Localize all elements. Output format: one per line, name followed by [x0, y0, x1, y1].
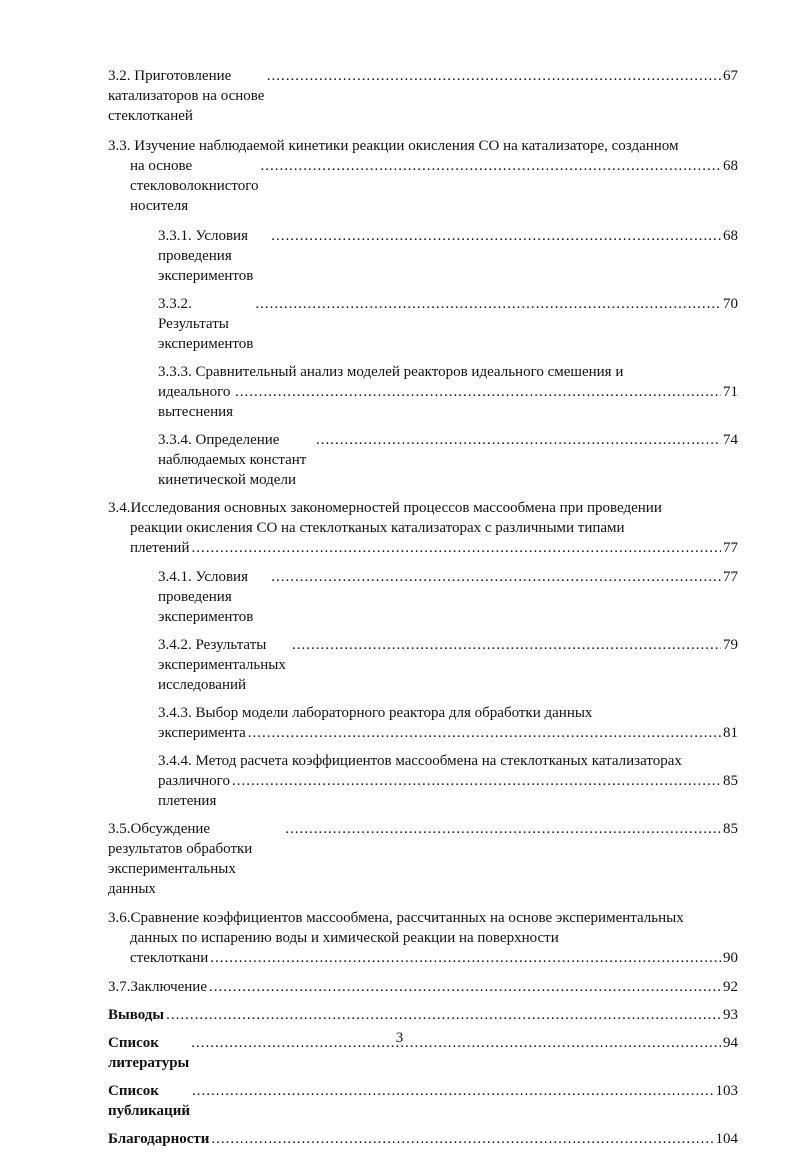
toc-page: 68: [723, 228, 738, 244]
toc-page: 74: [723, 432, 738, 448]
toc-label: 3.4.2. Результаты экспериментальных исследований: [158, 637, 286, 693]
toc-label-line: эксперимента: [158, 725, 246, 741]
toc-page: 77: [723, 569, 738, 585]
toc-label: Список публикаций: [108, 1083, 190, 1119]
dot-leader: [191, 538, 721, 558]
table-of-contents: [108, 66, 738, 1157]
toc-entry-3-5[interactable]: [108, 819, 738, 899]
toc-label: 3.5.Обсуждение результатов обработки экспериментальных данных: [108, 821, 253, 897]
toc-entry-3-3-4[interactable]: [108, 430, 738, 490]
toc-entry-publications[interactable]: [108, 1081, 738, 1121]
toc-page: 79: [723, 637, 738, 653]
toc-label-line: 3.4.4. Метод расчета коэффициентов массообмена на стеклотканых катализаторах: [158, 753, 682, 769]
toc-entry-3-2[interactable]: [108, 66, 738, 126]
toc-entry-3-6[interactable]: [108, 908, 738, 968]
toc-label-line: 3.4.3. Выбор модели лабораторного реактора для обработки данных: [158, 705, 593, 721]
toc-page: 104: [715, 1131, 738, 1147]
dot-leader: [192, 1081, 714, 1101]
toc-label: Выводы: [108, 1007, 165, 1023]
dot-leader: [292, 635, 721, 655]
toc-label: Список литературы: [108, 1035, 190, 1071]
toc-label-line: 3.6.Сравнение коэффициентов массообмена, рассчитанных на основе экспериментальных: [108, 910, 684, 926]
toc-entry-3-4[interactable]: [108, 498, 738, 558]
toc-page: 68: [723, 158, 738, 174]
toc-label-line: данных по испарению воды и химической реакции на поверхности: [130, 930, 559, 946]
toc-entry-3-4-4[interactable]: [108, 751, 738, 811]
toc-entry-3-3-3[interactable]: [108, 362, 738, 422]
toc-label: 3.4.1. Условия проведения экспериментов: [158, 569, 254, 625]
dot-leader: [211, 1129, 713, 1149]
toc-label: Благодарности: [108, 1131, 210, 1147]
toc-page: 71: [723, 384, 738, 400]
toc-label: 3.3.4. Определение наблюдаемых констант кинетической модели: [158, 432, 307, 488]
toc-label: 3.7.Заключение: [108, 979, 207, 995]
dot-leader: [210, 948, 721, 968]
toc-label: 3.2. Приготовление катализаторов на основе стеклотканей: [108, 68, 265, 124]
toc-entry-3-7[interactable]: [108, 977, 738, 997]
page-number: 3: [395, 1030, 404, 1046]
toc-page: 93: [723, 1007, 738, 1023]
toc-label-line: 3.4.Исследования основных закономерностей процессов массообмена при проведении: [108, 500, 662, 516]
toc-page: 103: [715, 1083, 738, 1099]
toc-entry-3-3[interactable]: [108, 136, 738, 216]
toc-label-line: стеклоткани: [130, 950, 209, 966]
toc-page: 90: [723, 950, 738, 966]
dot-leader: [267, 66, 721, 86]
dot-leader: [232, 771, 721, 791]
dot-leader: [285, 819, 721, 839]
toc-entry-3-3-2[interactable]: [108, 294, 738, 354]
dot-leader: [235, 382, 721, 402]
toc-label-line: различного плетения: [158, 773, 230, 809]
toc-entry-3-3-1[interactable]: [108, 226, 738, 286]
toc-label-line: 3.3. Изучение наблюдаемой кинетики реакции окисления СО на катализаторе, созданном: [108, 138, 679, 154]
toc-entry-acknowledgements[interactable]: [108, 1129, 738, 1149]
toc-label-line: плетений: [130, 540, 190, 556]
toc-page: 81: [723, 725, 738, 741]
toc-label: 3.3.1. Условия проведения экспериментов: [158, 228, 254, 284]
toc-entry-3-4-1[interactable]: [108, 567, 738, 627]
dot-leader: [271, 567, 721, 587]
dot-leader: [316, 430, 721, 450]
dot-leader: [261, 156, 721, 176]
toc-page: 85: [723, 773, 738, 789]
toc-label-line: реакции окисления СО на стеклотканых катализаторах с различными типами: [130, 520, 625, 536]
dot-leader: [248, 723, 721, 743]
dot-leader: [209, 977, 721, 997]
toc-page: 67: [723, 68, 738, 84]
toc-label-line: 3.3.3. Сравнительный анализ моделей реакторов идеального смешения и: [158, 364, 624, 380]
toc-page: 77: [723, 540, 738, 556]
dot-leader: [166, 1005, 721, 1025]
toc-page: 94: [723, 1035, 738, 1051]
toc-label: 3.3.2. Результаты экспериментов: [158, 296, 254, 352]
toc-entry-3-4-3[interactable]: [108, 703, 738, 743]
toc-page: 85: [723, 821, 738, 837]
dot-leader: [271, 226, 721, 246]
toc-entry-3-4-2[interactable]: [108, 635, 738, 695]
toc-page: 92: [723, 979, 738, 995]
toc-page: 70: [723, 296, 738, 312]
dot-leader: [255, 294, 721, 314]
toc-entry-conclusions[interactable]: [108, 1005, 738, 1025]
toc-label-line: идеального вытеснения: [158, 384, 234, 420]
toc-label-line: на основе стекловолокнистого носителя: [130, 158, 259, 214]
